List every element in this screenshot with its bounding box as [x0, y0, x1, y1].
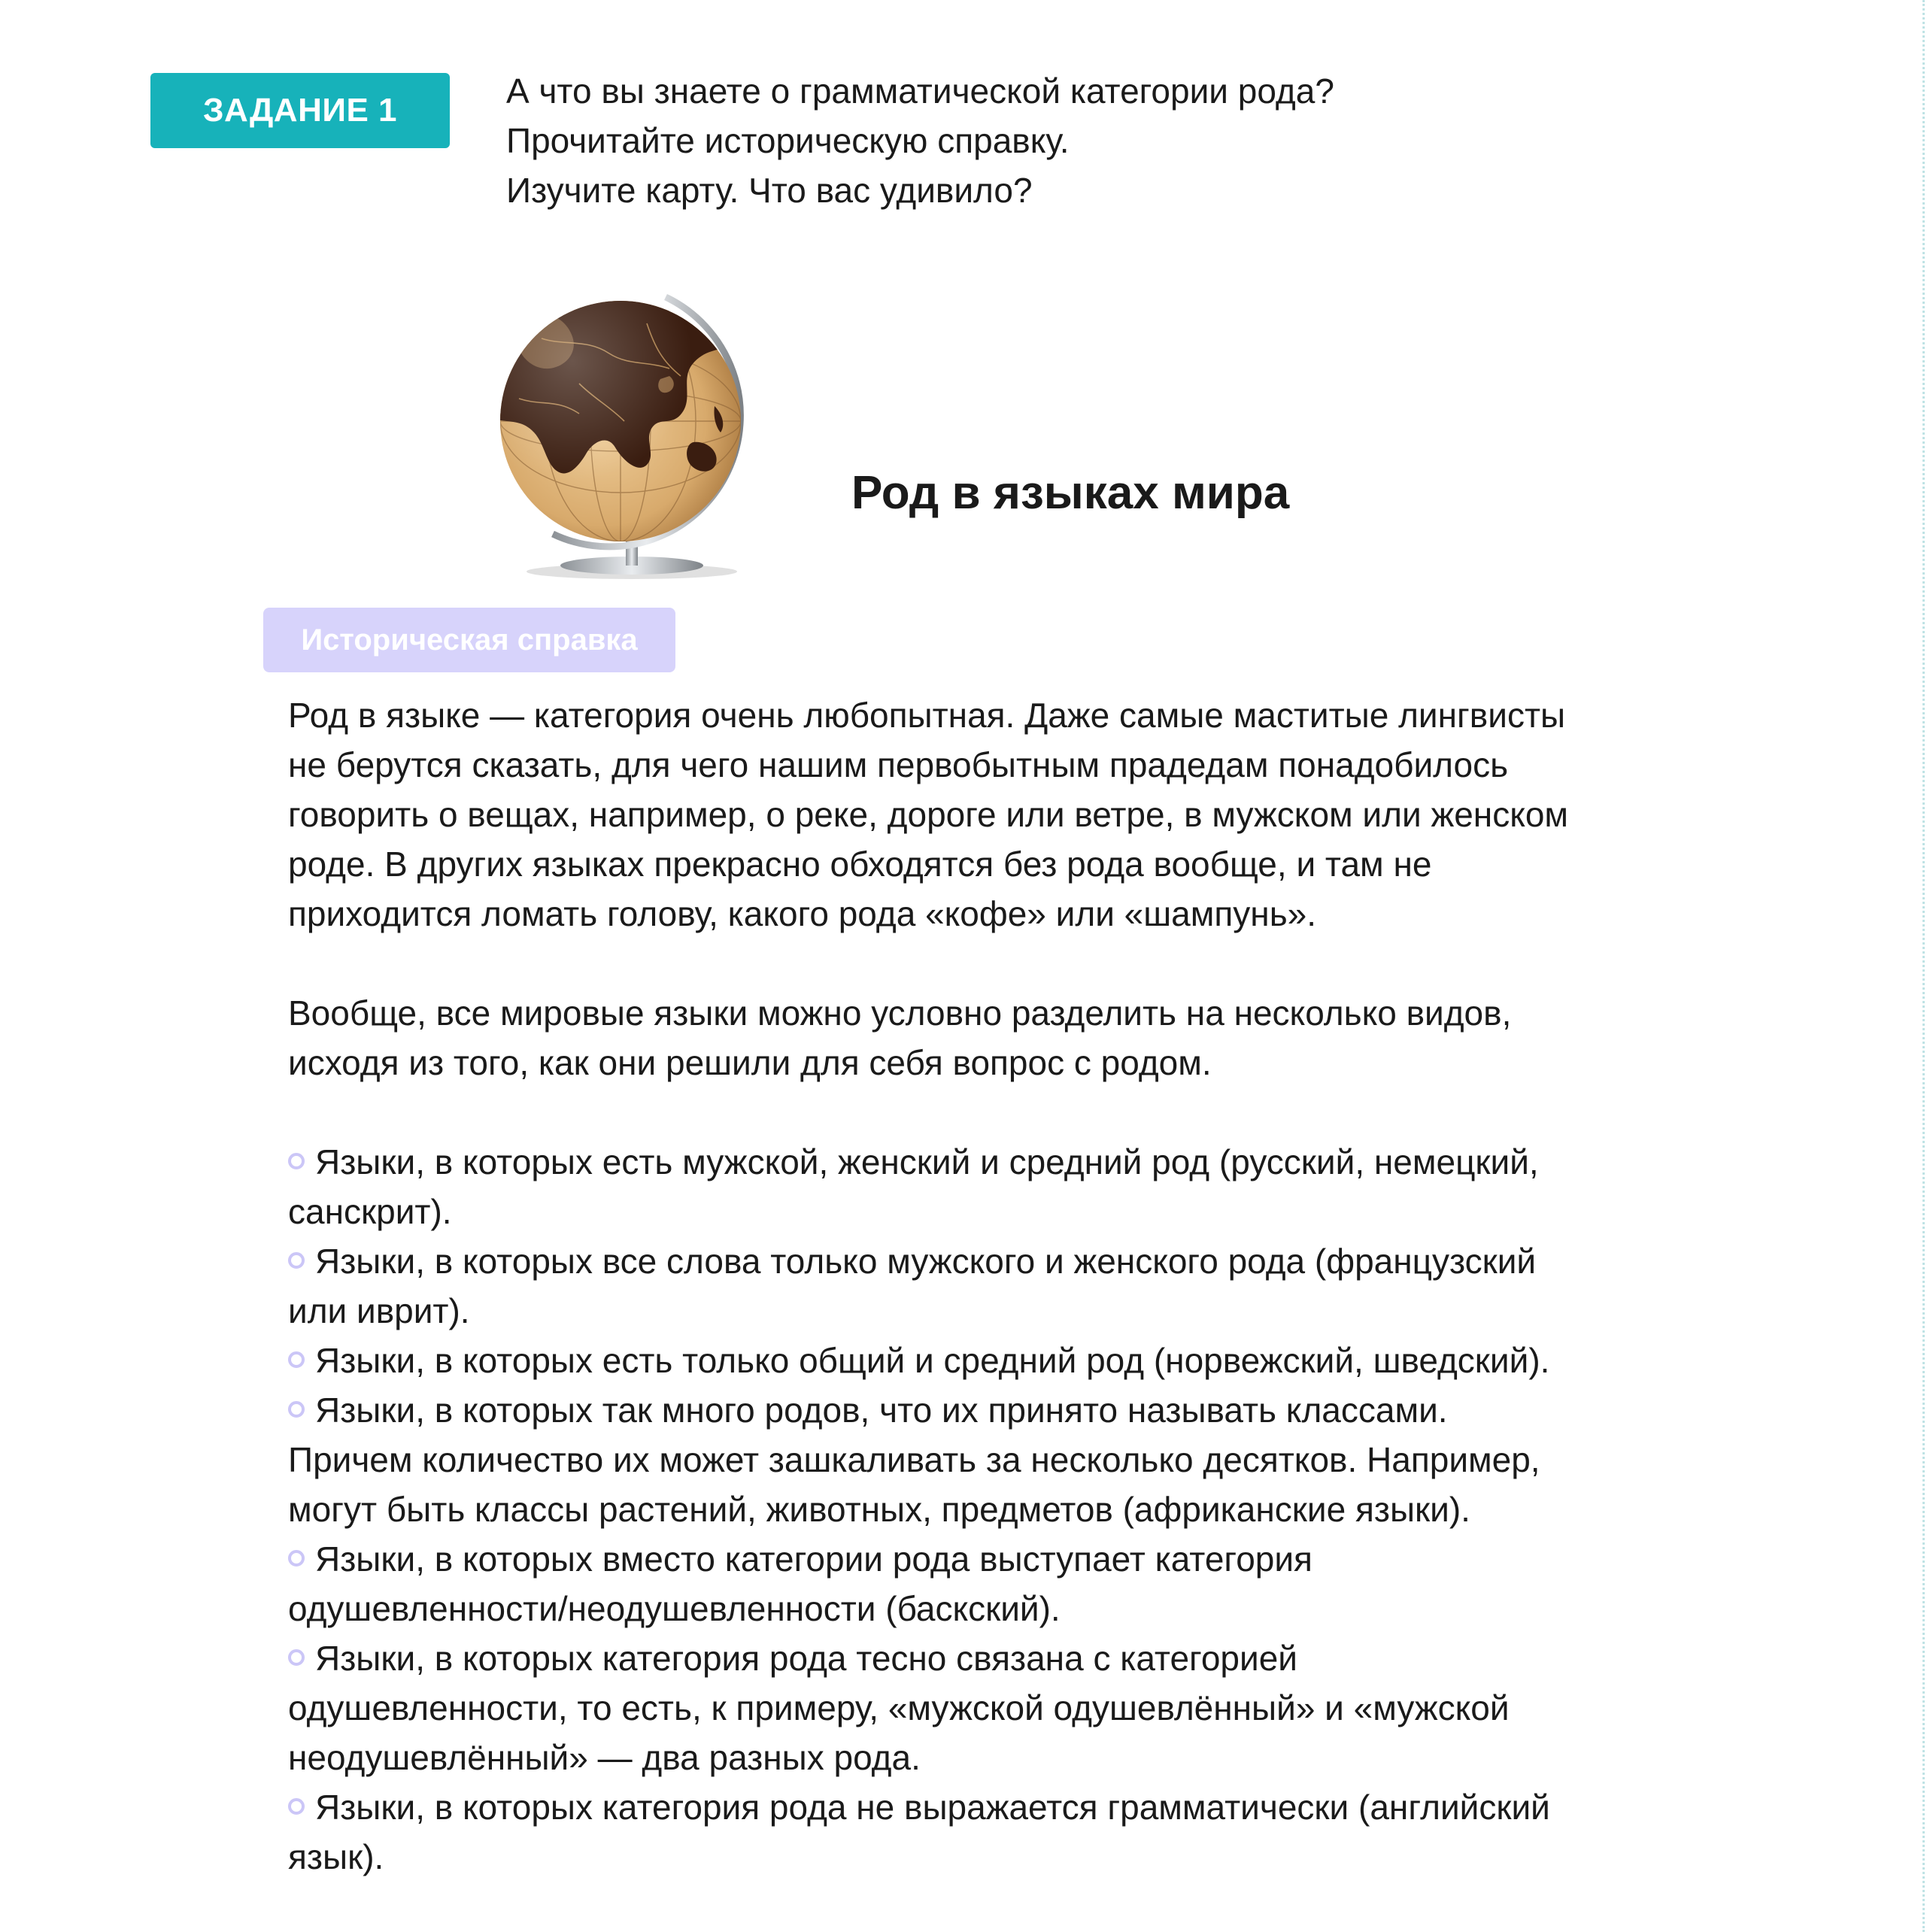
paragraph-line: приходится ломать голову, какого рода «кофе» или «шампунь».: [288, 894, 1317, 933]
bullet-ring-icon: [288, 1351, 305, 1368]
task-badge: ЗАДАНИЕ 1: [150, 73, 450, 148]
list-item-continuation: одушевленности/неодушевленности (баскский).: [288, 1589, 1061, 1628]
list-item: [288, 1782, 1732, 1832]
list-item: [288, 1236, 1732, 1286]
list-item-text: Языки, в которых категория рода не выражается грамматически (английский: [315, 1788, 1550, 1827]
task-line: Прочитайте историческую справку.: [506, 121, 1070, 160]
bullet-ring-icon: [288, 1550, 305, 1567]
paragraph-line: Род в языке — категория очень любопытная. Даже самые маститые лингвисты: [288, 696, 1566, 735]
bullet-ring-icon: [288, 1252, 305, 1269]
list-item-text: Языки, в которых категория рода тесно связана с категорией: [315, 1639, 1297, 1678]
globe-icon: [496, 293, 775, 587]
paragraph-line: исходя из того, как они решили для себя вопрос с родом.: [288, 1043, 1212, 1082]
list-item-continuation: или иврит).: [288, 1291, 470, 1330]
list-item-continuation: язык).: [288, 1837, 384, 1876]
task-instructions: [506, 66, 1634, 215]
bullet-ring-icon: [288, 1401, 305, 1418]
bullet-ring-icon: [288, 1798, 305, 1815]
list-item: [288, 1137, 1732, 1187]
list-item-text: Языки, в которых есть только общий и средний род (норвежский, шведский).: [315, 1341, 1550, 1380]
historical-note-text: [288, 690, 1732, 1882]
list-item-text: Языки, в которых вместо категории рода выступает категория: [315, 1539, 1312, 1579]
list-item: [288, 1385, 1732, 1435]
historical-note-label: Историческая справка: [263, 608, 675, 672]
paragraph-line: не берутся сказать, для чего нашим первобытным прадедам понадобилось: [288, 745, 1509, 784]
list-item-continuation: неодушевлённый» — два разных рода.: [288, 1738, 921, 1777]
list-item: [288, 1633, 1732, 1683]
list-item-continuation: Причем количество их может зашкаливать за несколько десятков. Например,: [288, 1440, 1540, 1479]
task-line: Изучите карту. Что вас удивило?: [506, 171, 1033, 210]
list-item-text: Языки, в которых так много родов, что их принято называть классами.: [315, 1391, 1448, 1430]
list-item-continuation: одушевленности, то есть, к примеру, «мужской одушевлённый» и «мужской: [288, 1688, 1510, 1727]
list-item: [288, 1534, 1732, 1584]
bullet-ring-icon: [288, 1153, 305, 1169]
list-item-text: Языки, в которых есть мужской, женский и средний род (русский, немецкий,: [315, 1142, 1539, 1181]
paragraph-line: Вообще, все мировые языки можно условно разделить на несколько видов,: [288, 993, 1512, 1033]
list-item: [288, 1336, 1732, 1385]
section-title: Род в языках мира: [851, 467, 1290, 519]
paragraph-line: роде. В других языках прекрасно обходятся без рода вообще, и там не: [288, 845, 1432, 884]
list-item-text: Языки, в которых все слова только мужского и женского рода (французский: [315, 1242, 1537, 1281]
list-item-continuation: могут быть классы растений, животных, предметов (африканские языки).: [288, 1490, 1470, 1529]
bullet-ring-icon: [288, 1649, 305, 1666]
page-edge-divider: [1922, 0, 1925, 1932]
paragraph-line: говорить о вещах, например, о реке, дороге или ветре, в мужском или женском: [288, 795, 1569, 834]
list-item-continuation: санскрит).: [288, 1192, 452, 1231]
task-line: А что вы знаете о грамматической категории рода?: [506, 71, 1334, 111]
